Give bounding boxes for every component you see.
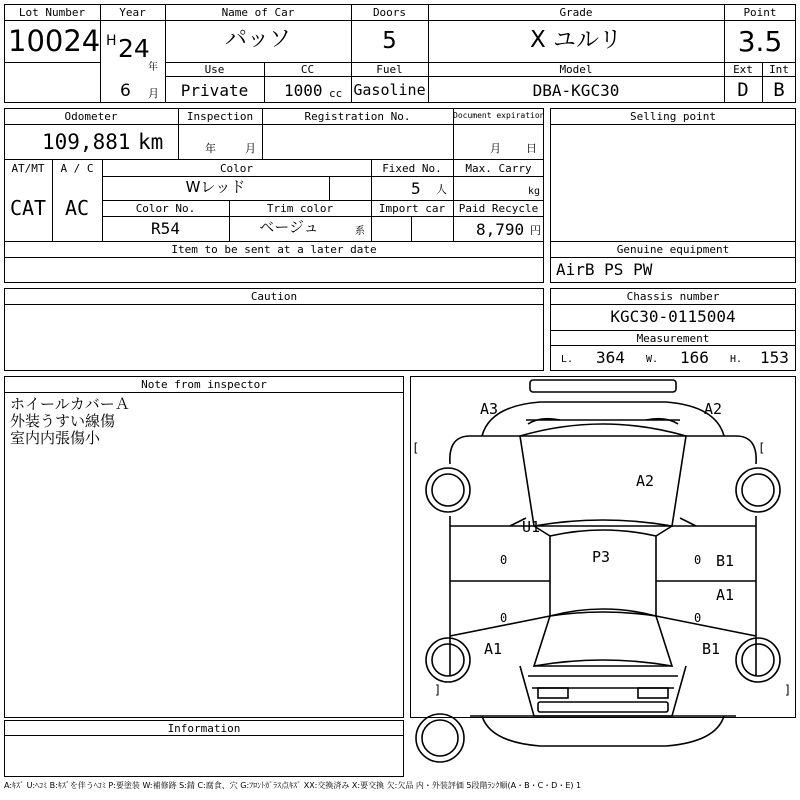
insp-month-unit: 月 [245, 142, 256, 155]
era-value: H [106, 33, 117, 49]
zero-mark: 0 [694, 553, 702, 567]
paid-recycle-label: Paid Recycle [458, 202, 539, 215]
bracket-right-bottom: ] [784, 683, 792, 697]
inspection-label: Inspection [186, 110, 254, 123]
item-later-label: Item to be sent at a later date [171, 243, 377, 256]
ext-label: Ext [733, 63, 753, 76]
insp-year-unit: 年 [205, 142, 216, 155]
trim-suffix: 系 [355, 226, 365, 237]
damage-legend: A:ｷｽﾞ U:ﾍｺﾐ B:ｷｽﾞを伴うﾍｺﾐ P:要塗装 W:補修跡 S:錆 C:腐食、穴 G:ﾌﾛﾝﾄｶﾞﾗｽ点ｷｽﾞ XX:交換済み X:要交換 欠:欠品 内・外装評価 5段階ﾗﾝｸ順(A・B・C・D・E) 1 [4, 781, 582, 790]
month-unit: 月 [148, 87, 159, 100]
information-label: Information [167, 722, 241, 735]
transmission-value: CAT [9, 196, 47, 220]
doors-label: Doors [372, 6, 407, 19]
zero-mark: 0 [694, 611, 702, 625]
fuel-label: Fuel [376, 63, 403, 76]
bracket-left-bottom: ] [434, 683, 442, 697]
registration-label: Registration No. [304, 110, 411, 123]
color-no-label: Color No. [135, 202, 196, 215]
month-value: 6 [120, 81, 131, 101]
caution-label: Caution [250, 290, 298, 303]
cc-unit: cc [329, 87, 343, 100]
model-value: DBA-KGC30 [532, 81, 620, 100]
point-value: 3.5 [737, 25, 783, 58]
doors-value: 5 [382, 28, 397, 54]
mark-right-rear-quarter: B1 [702, 640, 721, 658]
doc-expiration-label: Document expiration [453, 111, 545, 120]
zero-mark: 0 [500, 553, 508, 567]
car-name-value: パッソ [224, 27, 291, 52]
fuel-value: Gasoline [353, 81, 426, 99]
inspector-note-line-1: ホイールカバーＡ [10, 395, 130, 413]
mark-right-front-door: B1 [716, 552, 735, 570]
year-value: 24 [118, 34, 150, 63]
int-label: Int [769, 63, 789, 76]
mark-bonnet: A2 [636, 472, 655, 490]
int-value: B [773, 79, 785, 101]
genuine-equipment-value: AirB PS PW [556, 260, 653, 279]
ac-label: A / C [60, 162, 94, 175]
height-value: 153 [760, 348, 789, 367]
use-label: Use [204, 63, 225, 76]
mark-front-right: A2 [704, 400, 723, 418]
cc-value: 1000 [284, 81, 323, 100]
doc-month-unit: 月 [490, 142, 501, 155]
persons-unit: 人 [436, 183, 447, 196]
odometer-label: Odometer [64, 110, 118, 123]
ac-value: AC [64, 196, 90, 220]
width-value: 166 [680, 348, 709, 367]
paid-recycle-value: 8,790 [476, 220, 525, 239]
chassis-number-label: Chassis number [626, 290, 720, 303]
year-label: Year [119, 6, 146, 19]
genuine-equipment-label: Genuine equipment [616, 243, 730, 256]
lot-number-value: 10024 [8, 24, 101, 58]
max-carry-label: Max. Carry [465, 162, 532, 175]
model-label: Model [559, 63, 593, 76]
measurement-label: Measurement [636, 332, 710, 345]
width-label: W. [646, 354, 659, 365]
inspector-note-line-2: 外装うすい線傷 [10, 412, 116, 430]
trim-color-value: ベージュ [259, 218, 319, 236]
odometer-value: 109,881 [42, 130, 131, 154]
km-unit: km [138, 130, 164, 154]
mark-pillar: U1 [522, 518, 541, 536]
length-value: 364 [596, 348, 625, 367]
bracket-right: [ [758, 441, 766, 455]
grade-label: Grade [559, 6, 593, 19]
yen-unit: 円 [530, 224, 541, 237]
ext-value: D [737, 79, 749, 101]
car-damage-diagram [410, 376, 796, 794]
bracket-left: [ [412, 441, 420, 455]
length-label: L. [561, 354, 574, 365]
mark-right-rear-door: A1 [716, 586, 735, 604]
color-no-value: R54 [151, 219, 180, 238]
cc-label: CC [300, 63, 315, 76]
selling-point-label: Selling point [629, 110, 717, 123]
atmt-label: AT/MT [11, 162, 45, 175]
mark-left-rear-quarter: A1 [484, 640, 503, 658]
point-label: Point [743, 6, 777, 19]
color-label: Color [219, 162, 254, 175]
lot-number-label: Lot Number [18, 6, 86, 19]
height-label: H. [730, 354, 743, 365]
chassis-number-value: KGC30-0115004 [610, 307, 736, 326]
grade-value: X ユルリ [529, 27, 623, 53]
zero-mark: 0 [500, 611, 508, 625]
inspector-note-line-3: 室内内張傷小 [10, 429, 101, 447]
mark-front-left: A3 [480, 400, 499, 418]
fixed-no-value: 5 [411, 179, 421, 198]
use-value: Private [180, 81, 249, 100]
mark-roof: P3 [592, 548, 611, 566]
kg-unit: kg [528, 186, 541, 197]
import-car-label: Import car [378, 202, 446, 215]
note-from-inspector-label: Note from inspector [141, 378, 267, 391]
year-unit: 年 [148, 62, 158, 73]
trim-color-label: Trim color [266, 202, 334, 215]
color-value: Wレッド [185, 178, 246, 196]
car-name-label: Name of Car [221, 6, 295, 19]
doc-day-unit: 日 [526, 142, 537, 155]
fixed-no-label: Fixed No. [382, 162, 442, 175]
